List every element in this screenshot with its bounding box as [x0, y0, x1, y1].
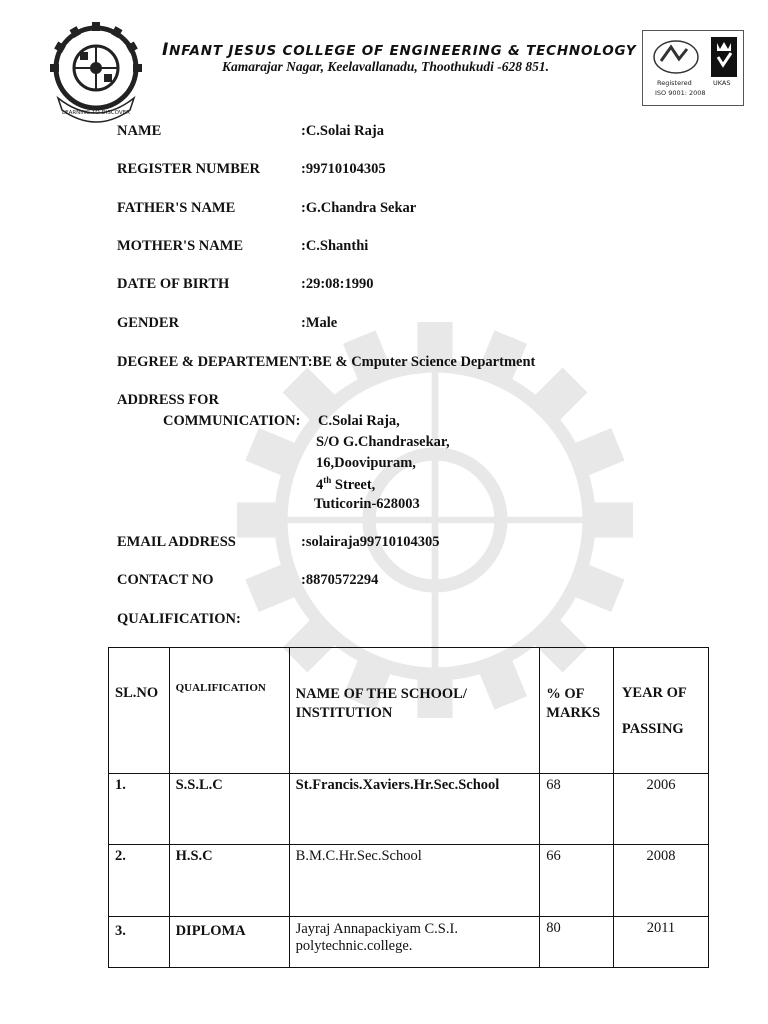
address-line: S/O G.Chandrasekar, — [316, 434, 450, 450]
header-sl-no: SL.NO — [109, 648, 170, 774]
address-line: C.Solai Raja, — [318, 413, 400, 429]
field-label: GENDER — [117, 315, 180, 331]
field-value: :solairaja99710104305 — [301, 534, 440, 550]
field-fathers-name — [117, 200, 417, 217]
cell-sl: 3. — [109, 917, 170, 968]
field-label: DATE OF BIRTH — [117, 276, 230, 292]
qualification-table — [108, 647, 709, 968]
field-label: EMAIL ADDRESS — [117, 534, 236, 550]
field-value: :8870572294 — [301, 572, 379, 588]
field-email — [117, 534, 440, 551]
field-label: REGISTER NUMBER — [117, 161, 261, 177]
cell-year: 2006 — [613, 774, 708, 845]
cell-sl: 1. — [109, 774, 170, 845]
address-label-line2: COMMUNICATION: — [163, 413, 301, 429]
address-line: 16,Doovipuram, — [316, 455, 416, 471]
address-line: 4th Street, — [316, 475, 376, 493]
college-address: Kamarajar Nagar, Keelavallanadu, Thoothukudi -628 851. — [222, 59, 550, 74]
address-label-line1: ADDRESS FOR — [117, 392, 219, 408]
field-value: :C.Shanthi — [301, 238, 369, 254]
table-row — [109, 774, 709, 845]
field-name — [117, 123, 384, 140]
cell-qualification: DIPLOMA — [169, 917, 289, 968]
field-label: NAME — [117, 123, 162, 139]
field-value: :99710104305 — [301, 161, 386, 177]
registered-mark-icon — [651, 37, 701, 77]
cell-school: St.Francis.Xaviers.Hr.Sec.School — [289, 774, 540, 845]
cell-qualification: S.S.L.C — [169, 774, 289, 845]
header-school-name: NAME OF THE SCHOOL/ INSTITUTION — [289, 648, 540, 774]
field-value: :C.Solai Raja — [301, 123, 384, 139]
college-name: INFANT JESUS COLLEGE OF ENGINEERING & TECHNOLOGY — [162, 40, 637, 60]
header-qualification: QUALIFICATION — [169, 648, 289, 774]
field-mothers-name — [117, 238, 369, 255]
cell-year: 2008 — [613, 845, 708, 917]
header-marks: % OF MARKS — [540, 648, 614, 774]
logo-motto: LEARNING TO DISCOVER — [62, 110, 130, 116]
table-header-row — [109, 648, 709, 774]
cell-qualification: H.S.C — [169, 845, 289, 917]
field-value: :29:08:1990 — [301, 276, 374, 292]
field-value: :Male — [301, 315, 338, 331]
field-register-number — [117, 161, 386, 178]
cell-year: 2011 — [613, 917, 708, 968]
iso-certification-badge — [642, 30, 744, 106]
cell-marks: 66 — [540, 845, 614, 917]
ukas-crown-icon — [711, 37, 737, 77]
field-label: FATHER'S NAME — [117, 200, 236, 216]
cell-school: Jayraj Annapackiyam C.S.I. polytechnic.college. — [289, 917, 540, 968]
cell-marks: 80 — [540, 917, 614, 968]
field-label: CONTACT NO — [117, 572, 214, 588]
address-line: Tuticorin-628003 — [314, 496, 420, 512]
table-row — [109, 917, 709, 968]
cell-sl: 2. — [109, 845, 170, 917]
cell-marks: 68 — [540, 774, 614, 845]
header-year-of-passing: YEAR OF PASSING — [613, 648, 708, 774]
field-gender — [117, 315, 338, 332]
field-value: :G.Chandra Sekar — [301, 200, 417, 216]
qualification-heading: QUALIFICATION: — [117, 611, 241, 627]
cert-registered: Registered — [657, 79, 692, 87]
table-row — [109, 845, 709, 917]
field-label: MOTHER'S NAME — [117, 238, 244, 254]
field-contact — [117, 572, 379, 589]
cert-ukas: UKAS — [713, 79, 731, 87]
college-logo-icon — [40, 18, 152, 130]
field-degree-department: DEGREE & DEPARTEMENT:BE & Cmputer Science Department — [117, 354, 536, 370]
field-date-of-birth — [117, 276, 374, 293]
cert-iso: ISO 9001: 2008 — [655, 89, 706, 97]
cell-school: B.M.C.Hr.Sec.School — [289, 845, 540, 917]
